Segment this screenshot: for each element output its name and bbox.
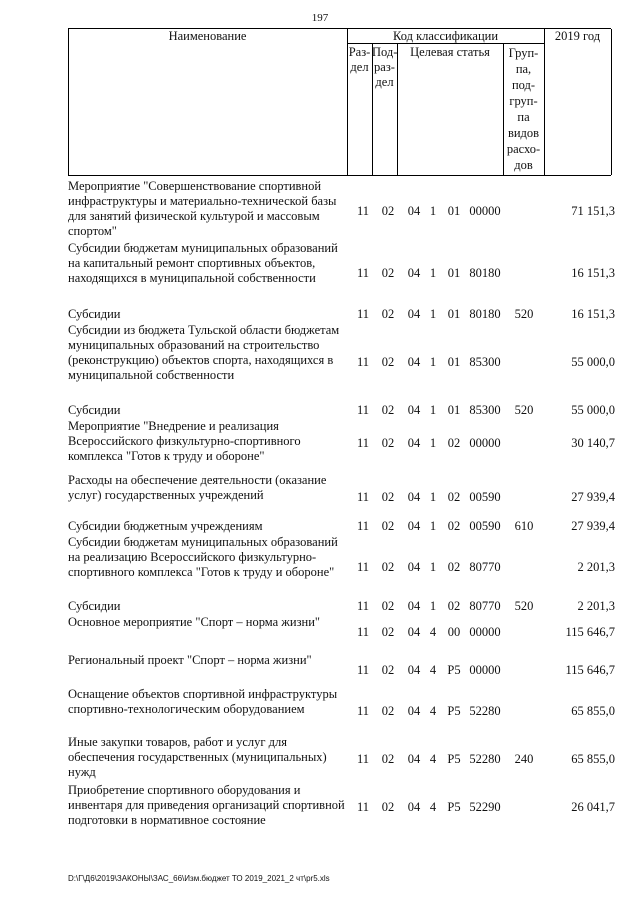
row-g: 240 <box>514 752 534 766</box>
row-c3: 01 <box>447 266 461 280</box>
row-c3: 02 <box>447 599 461 613</box>
table-row <box>68 519 618 535</box>
row-name: Расходы на обеспечение деятельности (оказание услуг) государственных учреждений <box>68 473 327 502</box>
row-c3: 02 <box>447 436 461 450</box>
row-c1: 04 <box>407 204 421 218</box>
row-c4: 00000 <box>469 436 501 450</box>
row-c1: 04 <box>407 266 421 280</box>
row-g: 520 <box>514 307 534 321</box>
row-p: 02 <box>381 436 395 450</box>
row-c4: 85300 <box>469 403 501 417</box>
row-amount: 27 939,4 <box>571 519 615 533</box>
row-amount: 71 151,3 <box>571 204 615 218</box>
row-p: 02 <box>381 519 395 533</box>
row-c2: 1 <box>429 307 437 321</box>
row-c3: 01 <box>447 204 461 218</box>
row-amount: 55 000,0 <box>571 355 615 369</box>
table-row <box>68 535 618 599</box>
row-c2: 1 <box>429 560 437 574</box>
row-c2: 1 <box>429 204 437 218</box>
row-r: 11 <box>356 704 370 718</box>
row-p: 02 <box>381 704 395 718</box>
row-c2: 1 <box>429 355 437 369</box>
row-name: Субсидии <box>68 403 121 417</box>
row-p: 02 <box>381 266 395 280</box>
row-c4: 85300 <box>469 355 501 369</box>
table-row <box>68 179 618 241</box>
row-g: 520 <box>514 403 534 417</box>
row-c3: 00 <box>447 625 461 639</box>
row-c1: 04 <box>407 625 421 639</box>
row-p: 02 <box>381 752 395 766</box>
row-c4: 52280 <box>469 752 501 766</box>
row-p: 02 <box>381 625 395 639</box>
row-c2: 4 <box>429 663 437 677</box>
row-r: 11 <box>356 560 370 574</box>
table-row <box>68 419 618 473</box>
row-c4: 00000 <box>469 204 501 218</box>
row-r: 11 <box>356 519 370 533</box>
row-name: Субсидии <box>68 307 121 321</box>
row-c3: 02 <box>447 560 461 574</box>
row-name: Оснащение объектов спортивной инфраструктуры спортивно-технологическим оборудованием <box>68 687 338 716</box>
table-row <box>68 615 618 653</box>
row-c4: 00590 <box>469 519 501 533</box>
row-c4: 52280 <box>469 704 501 718</box>
header-podrazdel: Под- раз- дел <box>372 45 398 89</box>
row-name: Основное мероприятие "Спорт – норма жизни" <box>68 615 321 629</box>
row-g: 520 <box>514 599 534 613</box>
row-p: 02 <box>381 490 395 504</box>
row-c4: 52290 <box>469 800 501 814</box>
row-c3: 01 <box>447 307 461 321</box>
table-row <box>68 307 618 323</box>
row-amount: 55 000,0 <box>571 403 615 417</box>
row-r: 11 <box>356 307 370 321</box>
row-r: 11 <box>356 752 370 766</box>
row-c1: 04 <box>407 599 421 613</box>
row-c2: 1 <box>429 403 437 417</box>
row-c2: 1 <box>429 490 437 504</box>
row-c2: 1 <box>429 436 437 450</box>
row-p: 02 <box>381 800 395 814</box>
row-c1: 04 <box>407 519 421 533</box>
row-amount: 2 201,3 <box>577 560 615 574</box>
row-amount: 26 041,7 <box>571 800 615 814</box>
row-p: 02 <box>381 307 395 321</box>
row-c1: 04 <box>407 704 421 718</box>
row-c1: 04 <box>407 560 421 574</box>
row-amount: 16 151,3 <box>571 307 615 321</box>
table-row <box>68 783 618 831</box>
row-r: 11 <box>356 599 370 613</box>
row-c3: P5 <box>447 800 461 814</box>
row-name: Субсидии бюджетам муниципальных образований на капитальный ремонт спортивных объектов, находящихся в муниципальной собственности <box>68 241 338 285</box>
row-amount: 65 855,0 <box>571 704 615 718</box>
row-c1: 04 <box>407 355 421 369</box>
row-c2: 4 <box>429 704 437 718</box>
row-name: Региональный проект "Спорт – норма жизни" <box>68 653 312 667</box>
row-c4: 00000 <box>469 625 501 639</box>
row-c3: P5 <box>447 663 461 677</box>
row-p: 02 <box>381 355 395 369</box>
table-row <box>68 473 618 519</box>
row-name: Субсидии из бюджета Тульской области бюджетам муниципальных образований на строительство (реконструкцию) объектов спорта, находящихся в муниципальной собственности <box>68 323 340 382</box>
row-amount: 115 646,7 <box>565 625 615 639</box>
header-razdel: Раз- дел <box>348 45 371 74</box>
table-row <box>68 687 618 735</box>
row-c3: 01 <box>447 403 461 417</box>
table-header <box>68 28 611 176</box>
row-name: Мероприятие "Совершенствование спортивной инфраструктуры и материально-технической базы для занятий физической культурой и массовым спортом" <box>68 179 337 238</box>
row-r: 11 <box>356 403 370 417</box>
row-c1: 04 <box>407 436 421 450</box>
row-c3: 01 <box>447 355 461 369</box>
row-c4: 80180 <box>469 307 501 321</box>
footer-file-path: D:\Г\Д6\2019\ЗАКОНЫ\ЗАС_66\Изм.бюджет ТО 2019_2021_2 чт\pr5.xls <box>68 874 330 883</box>
row-p: 02 <box>381 403 395 417</box>
row-c4: 00590 <box>469 490 501 504</box>
row-c2: 1 <box>429 519 437 533</box>
row-r: 11 <box>356 266 370 280</box>
row-amount: 16 151,3 <box>571 266 615 280</box>
row-c2: 4 <box>429 625 437 639</box>
row-amount: 115 646,7 <box>565 663 615 677</box>
row-c1: 04 <box>407 403 421 417</box>
row-g: 610 <box>514 519 534 533</box>
row-c2: 4 <box>429 752 437 766</box>
row-r: 11 <box>356 800 370 814</box>
header-group: Груп- па, под- груп- па видов расхо- дов <box>506 46 541 172</box>
row-p: 02 <box>381 663 395 677</box>
table-row <box>68 653 618 687</box>
row-c1: 04 <box>407 490 421 504</box>
table-row <box>68 599 618 615</box>
row-name: Субсидии бюджетам муниципальных образований на реализацию Всероссийского физкультурно-спортивного комплекса "Готов к труду и обороне" <box>68 535 338 579</box>
row-c2: 1 <box>429 266 437 280</box>
row-r: 11 <box>356 490 370 504</box>
page-number: 197 <box>311 12 329 24</box>
row-c3: 02 <box>447 519 461 533</box>
row-c2: 1 <box>429 599 437 613</box>
table-row <box>68 241 618 307</box>
header-year: 2019 год <box>554 29 601 43</box>
row-p: 02 <box>381 204 395 218</box>
row-name: Приобретение спортивного оборудования и инвентаря для приведения организаций спортивной подготовки в нормативное состояние <box>68 783 345 827</box>
header-code: Код классификации <box>392 29 499 43</box>
row-r: 11 <box>356 355 370 369</box>
row-amount: 2 201,3 <box>577 599 615 613</box>
row-c1: 04 <box>407 752 421 766</box>
row-r: 11 <box>356 436 370 450</box>
row-amount: 27 939,4 <box>571 490 615 504</box>
row-name: Субсидии <box>68 599 121 613</box>
row-r: 11 <box>356 204 370 218</box>
row-c1: 04 <box>407 307 421 321</box>
table-row <box>68 403 618 419</box>
table-row <box>68 323 618 403</box>
row-c1: 04 <box>407 663 421 677</box>
table-row <box>68 735 618 783</box>
row-amount: 65 855,0 <box>571 752 615 766</box>
header-name: Наименование <box>168 29 247 43</box>
row-r: 11 <box>356 663 370 677</box>
row-c4: 80770 <box>469 560 501 574</box>
row-p: 02 <box>381 560 395 574</box>
row-r: 11 <box>356 625 370 639</box>
row-amount: 30 140,7 <box>571 436 615 450</box>
row-c4: 00000 <box>469 663 501 677</box>
row-c4: 80770 <box>469 599 501 613</box>
row-c3: P5 <box>447 704 461 718</box>
row-c1: 04 <box>407 800 421 814</box>
row-c3: P5 <box>447 752 461 766</box>
row-c2: 4 <box>429 800 437 814</box>
row-p: 02 <box>381 599 395 613</box>
row-c3: 02 <box>447 490 461 504</box>
row-name: Иные закупки товаров, работ и услуг для обеспечения государственных (муниципальных) нужд <box>68 735 327 779</box>
row-name: Субсидии бюджетным учреждениям <box>68 519 263 533</box>
header-target: Целевая статья <box>410 45 490 59</box>
row-c4: 80180 <box>469 266 501 280</box>
row-name: Мероприятие "Внедрение и реализация Всероссийского физкультурно-спортивного комплекса "Готов к труду и обороне" <box>68 419 301 463</box>
